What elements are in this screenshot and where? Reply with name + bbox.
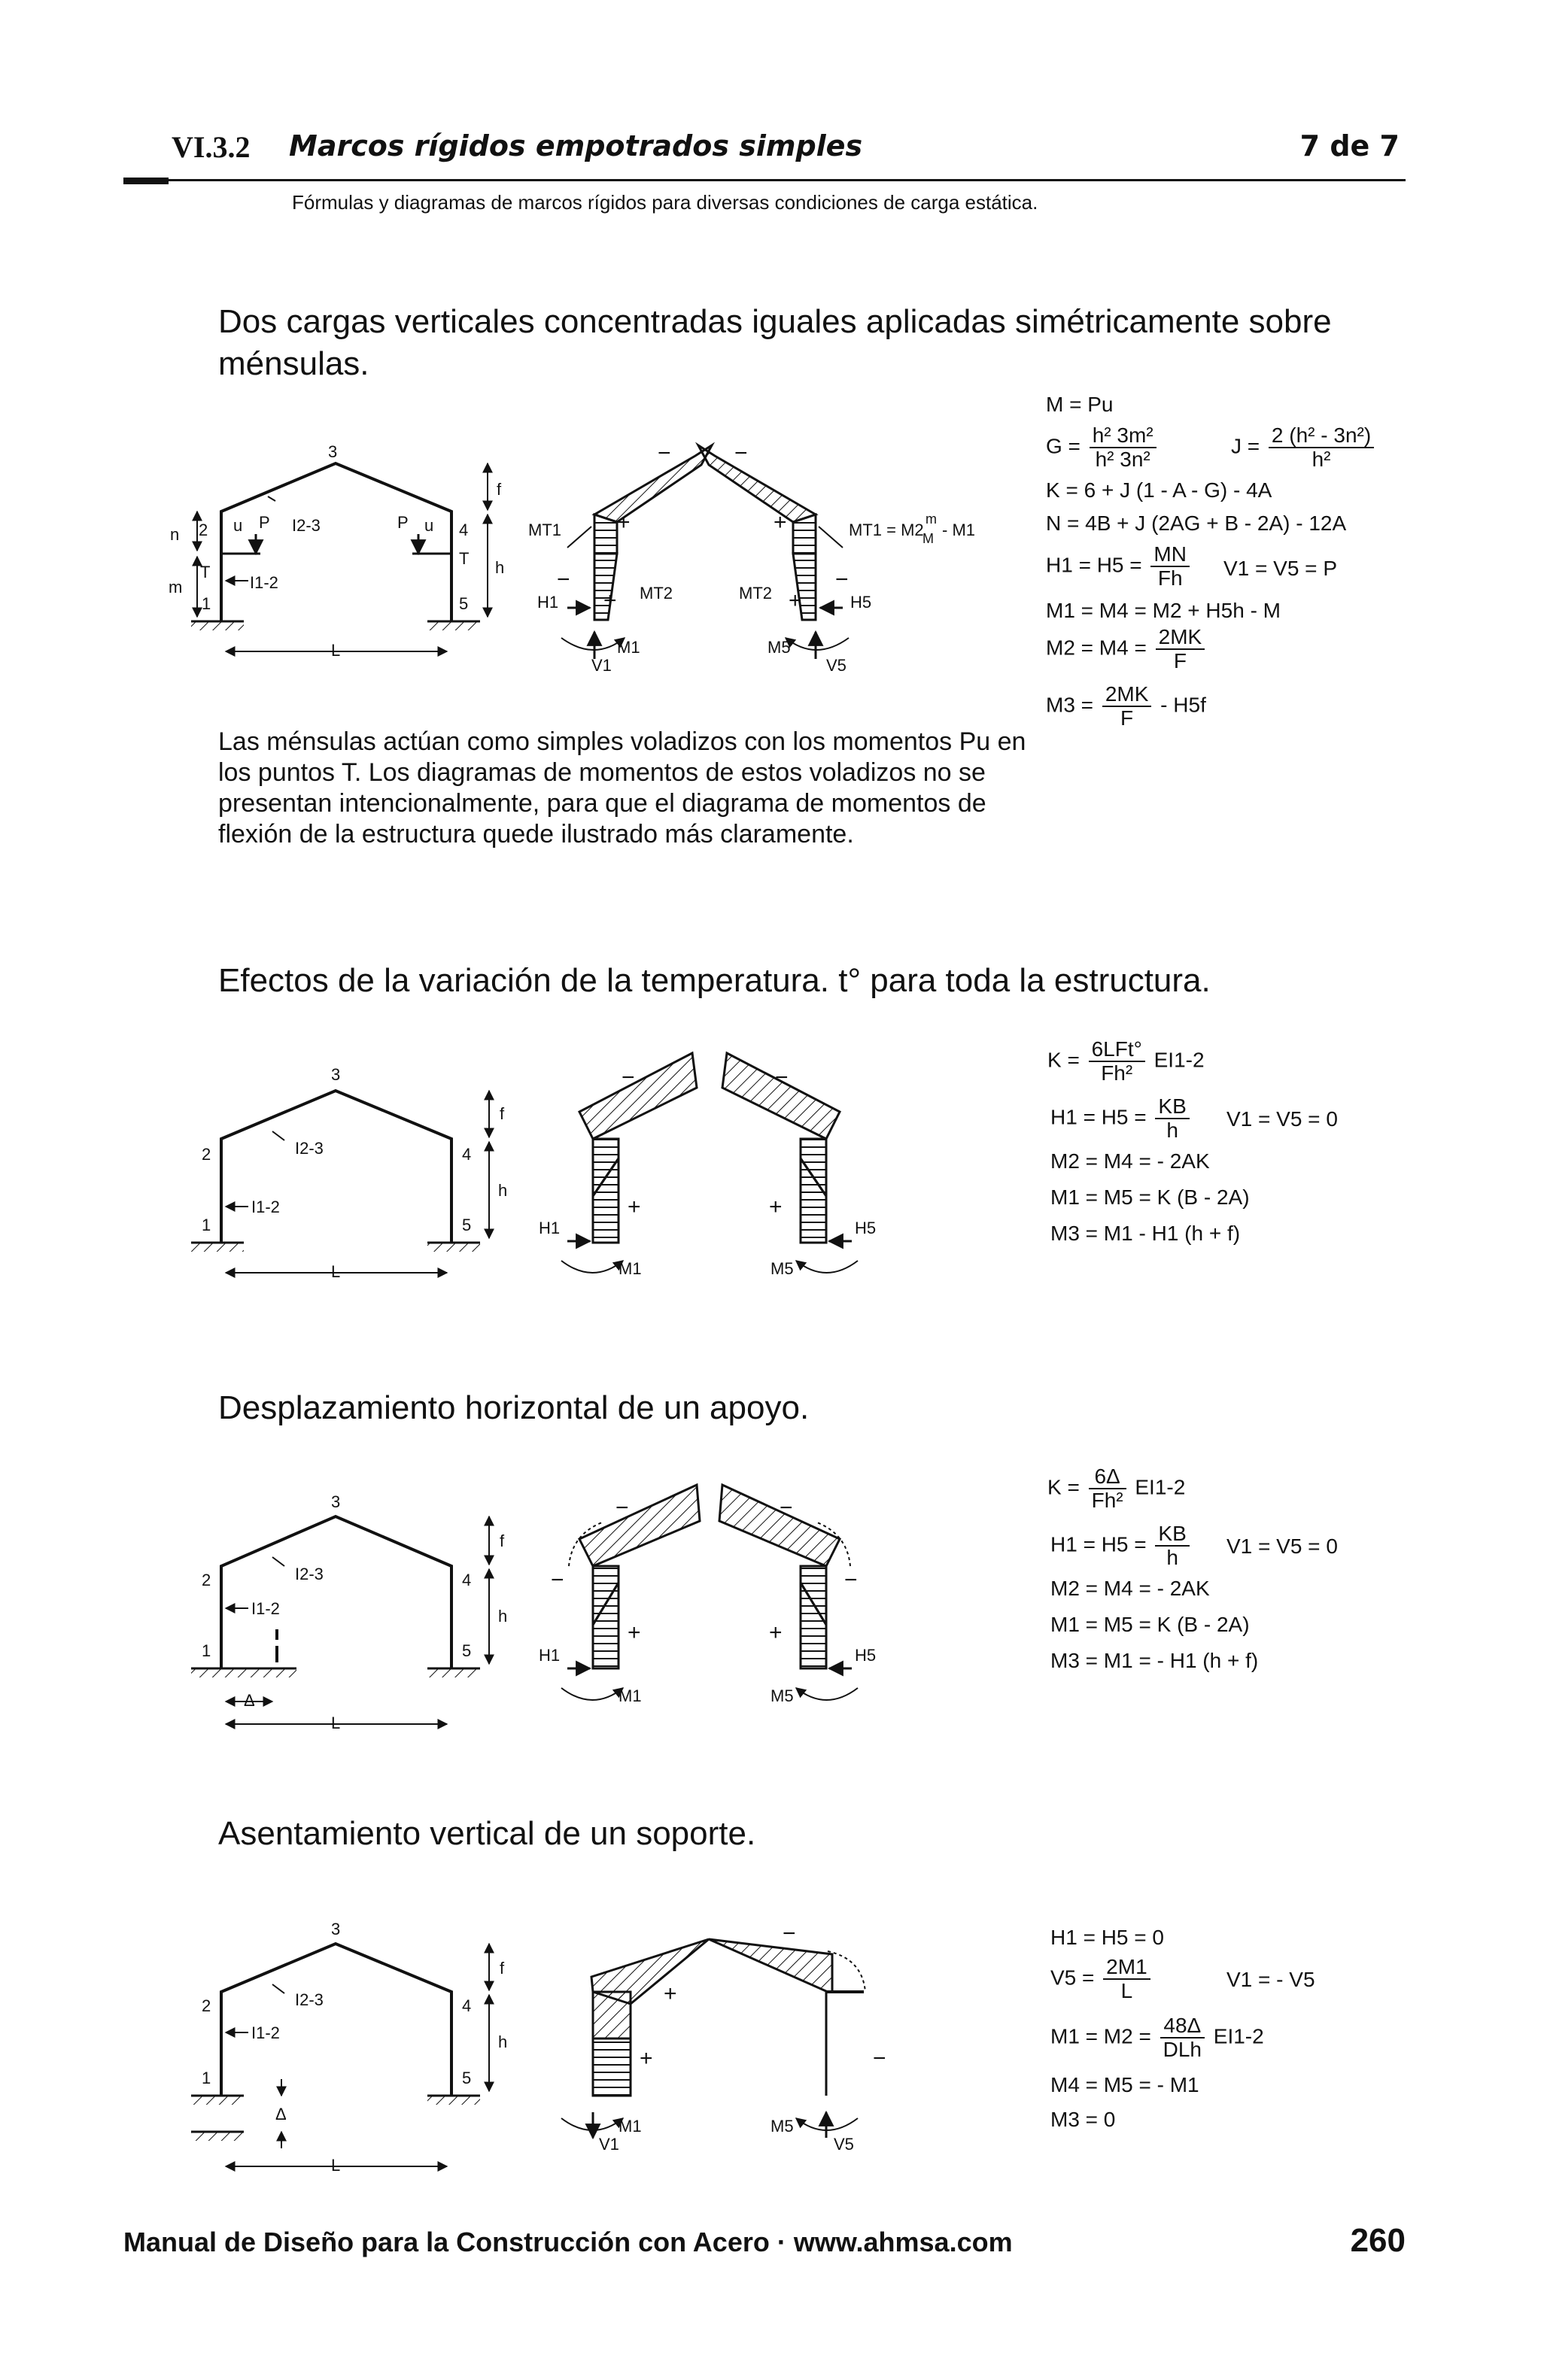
label-M1-s3: M1 [619, 1686, 642, 1705]
formula-s3-m1: M1 = M5 = K (B - 2A) [1050, 1613, 1250, 1636]
inertia-12-s3: I1-2 [251, 1599, 280, 1618]
formula-s3-k-frac [1089, 1465, 1126, 1512]
section-number: VI.3.2 [172, 130, 251, 164]
sign-plus-3a: + [628, 1620, 641, 1645]
formula-s1-g-num: h² 3m² [1090, 424, 1157, 448]
label-V1-s1: V1 [591, 656, 612, 675]
formula-s2-k-frac [1089, 1038, 1145, 1085]
formula-s3-k [1047, 1465, 1185, 1512]
sign-minus-1d: − [835, 567, 849, 592]
label-H5-s2: H5 [855, 1219, 877, 1237]
dim-u-left: u [233, 516, 243, 535]
sign-minus-1a: − [658, 441, 671, 466]
label-V5-s1: V5 [826, 656, 846, 675]
label-V5-s4: V5 [834, 2135, 854, 2154]
formula-s4-m1-lhs: M1 = M2 = [1050, 2024, 1151, 2048]
formula-s1-h [1046, 543, 1193, 590]
frame-2 [191, 1091, 489, 1273]
formula-s1-m3-frac [1102, 683, 1152, 730]
formula-s1-m3-num: 2MK [1102, 683, 1152, 707]
span-L-s2: L [331, 1262, 341, 1281]
label-MT1-eq: MT1 = M2 [849, 521, 924, 539]
formula-s3-h-den: h [1166, 1546, 1178, 1569]
dim-u-right: u [424, 516, 434, 535]
node-1-s2: 1 [202, 1216, 211, 1234]
formula-s3-v: V1 = V5 = 0 [1226, 1535, 1338, 1558]
formula-s4-v1: V1 = - V5 [1226, 1968, 1315, 1991]
label-M1-s1: M1 [617, 638, 640, 657]
dim-h-s3: h [498, 1607, 508, 1626]
inertia-23: I2-3 [292, 516, 321, 535]
label-minus-M1: - M1 [942, 521, 975, 539]
formula-s1-k: K = 6 + J (1 - A - G) - 4A [1046, 478, 1272, 502]
formula-s4-v5-num: 2M1 [1103, 1956, 1150, 1980]
formula-s3-m2: M2 = M4 = - 2AK [1050, 1577, 1210, 1600]
point-T-right: T [459, 549, 470, 568]
formula-s4-m1-num: 48Δ [1160, 2014, 1205, 2038]
sign-plus-2b: + [769, 1195, 783, 1219]
label-MT2-left: MT2 [640, 584, 673, 603]
sign-plus-4a: + [664, 1981, 677, 2006]
formula-s4-m1 [1050, 2014, 1264, 2061]
node-4-s4: 4 [462, 1996, 472, 2015]
label-V1-s4: V1 [599, 2135, 619, 2154]
formula-s1-m2-frac [1156, 626, 1205, 672]
frame-3 [191, 1516, 489, 1724]
formula-s4-m3: M3 = 0 [1050, 2108, 1116, 2131]
formula-s1-h-num: MN [1150, 543, 1190, 567]
sign-minus-4a: − [783, 1921, 796, 1946]
formula-s2-v: V1 = V5 = 0 [1226, 1107, 1338, 1131]
moment-diagram-4 [561, 1939, 865, 2138]
point-T-left: T [200, 563, 211, 581]
label-M5-s3: M5 [770, 1686, 794, 1705]
dim-f: f [497, 480, 502, 499]
label-H1-s1: H1 [537, 593, 559, 612]
node-2-s3: 2 [202, 1571, 211, 1589]
node-5-s2: 5 [462, 1216, 472, 1234]
formula-s1-j-frac [1269, 424, 1374, 471]
label-M5-s2: M5 [770, 1259, 794, 1278]
node-3: 3 [328, 442, 338, 461]
formula-s4-m1-frac [1160, 2014, 1205, 2061]
formula-s4-h: H1 = H5 = 0 [1050, 1926, 1164, 1949]
formula-s4-m1-tail: EI1-2 [1213, 2024, 1264, 2048]
formula-s1-j-den: h² [1312, 448, 1331, 471]
section-1-paragraph: Las ménsulas actúan como simples voladizos con los momentos Pu en los puntos T. Los diagramas de momentos de estos voladizos no se presentan intencionalmente, para que el diagrama de momentos de flexión de la estructura quede ilustrado más claramente. [218, 727, 1026, 848]
sign-plus-2a: + [628, 1195, 641, 1219]
span-L: L [331, 641, 341, 660]
formula-s2-k-den: Fh² [1101, 1061, 1133, 1085]
sign-minus-4b: − [873, 2046, 886, 2071]
dim-h-s2: h [498, 1181, 508, 1200]
sign-minus-3a: − [615, 1495, 629, 1520]
inertia-12-s4: I1-2 [251, 2023, 280, 2042]
section-1-title: Dos cargas verticales concentradas iguales aplicadas simétricamente sobre ménsulas. [218, 303, 1332, 382]
section-3-title: Desplazamiento horizontal de un apoyo. [218, 1389, 810, 1426]
node-3-s3: 3 [331, 1492, 341, 1511]
sign-minus-2b: − [775, 1065, 789, 1090]
node-2-s2: 2 [202, 1145, 211, 1164]
footer-page-number: 260 [1350, 2222, 1406, 2259]
page-subtitle: Fórmulas y diagramas de marcos rígidos para diversas condiciones de carga estática. [292, 191, 1038, 214]
label-MT1-left: MT1 [528, 521, 561, 539]
formula-s1-m2-num: 2MK [1156, 626, 1205, 650]
span-L-s3: L [331, 1714, 341, 1732]
formula-s1-m3 [1046, 683, 1206, 730]
label-M5-s4: M5 [770, 2117, 794, 2136]
sign-minus-3d: − [844, 1568, 858, 1592]
formula-s1-m1: M1 = M4 = M2 + H5h - M [1046, 599, 1281, 622]
formula-s4-v5-den: L [1120, 1979, 1133, 2002]
formula-s3-m3: M3 = M1 = - H1 (h + f) [1050, 1649, 1259, 1672]
formula-s3-h-frac [1155, 1522, 1189, 1569]
moment-diagram-1 [561, 445, 849, 659]
formula-s4-m4: M4 = M5 = - M1 [1050, 2073, 1199, 2096]
footer-publication: Manual de Diseño para la Construcción con Acero · www.ahmsa.com [123, 2227, 1013, 2257]
formula-s3-k-num: 6Δ [1089, 1465, 1126, 1489]
inertia-12-s2: I1-2 [251, 1198, 280, 1216]
formula-s2-k-num: 6LFt° [1089, 1038, 1145, 1062]
node-4-s2: 4 [462, 1145, 472, 1164]
formula-s2-k-lhs: K = [1047, 1048, 1080, 1072]
formula-s1-m3-tail: - H5f [1160, 693, 1206, 717]
label-MT2-right: MT2 [739, 584, 772, 603]
formula-s2-m2: M2 = M4 = - 2AK [1050, 1149, 1210, 1173]
formula-s1-m3-lhs: M3 = [1046, 693, 1094, 717]
formula-s2-h-num: KB [1155, 1095, 1189, 1119]
moment-diagram-2 [561, 1053, 858, 1273]
sign-plus-1c: + [603, 588, 617, 613]
formula-s1-m2-den: F [1173, 649, 1187, 672]
formula-s4-m1-den: DLh [1163, 2038, 1202, 2061]
sign-minus-1c: − [557, 567, 570, 592]
node-5: 5 [459, 594, 469, 613]
moment-diagram-3 [561, 1485, 858, 1700]
sign-minus-3c: − [551, 1568, 564, 1592]
formula-s1-j-num: 2 (h² - 3n²) [1269, 424, 1374, 448]
formula-s1-v: V1 = V5 = P [1223, 557, 1337, 580]
label-H1-s3: H1 [539, 1646, 561, 1665]
formula-s4-v5-lhs: V5 = [1050, 1966, 1095, 1990]
formula-s1-m: M = Pu [1046, 393, 1114, 416]
inertia-23-s2: I2-3 [295, 1139, 324, 1158]
section-2-title: Efectos de la variación de la temperatura. t° para toda la estructura. [218, 962, 1211, 999]
formula-s3-k-tail: EI1-2 [1135, 1475, 1186, 1499]
formula-s3-k-den: Fh² [1091, 1489, 1123, 1512]
node-3-s4: 3 [331, 1920, 341, 1938]
formula-s1-j [1231, 424, 1377, 471]
label-M1-s2: M1 [619, 1259, 642, 1278]
node-4-s3: 4 [462, 1571, 472, 1589]
formula-s1-g-den: h² 3n² [1095, 448, 1150, 471]
node-2-s4: 2 [202, 1996, 211, 2015]
formula-s1-h-lhs: H1 = H5 = [1046, 553, 1142, 577]
sign-plus-1d: + [789, 588, 802, 613]
sign-plus-1b: + [774, 510, 787, 535]
formula-s2-k-tail: EI1-2 [1153, 1048, 1205, 1072]
formula-s1-h-den: Fh [1157, 566, 1183, 590]
section-4-title: Asentamiento vertical de un soporte. [218, 1815, 756, 1852]
section-title: Marcos rígidos empotrados simples [289, 129, 863, 162]
formula-s2-m1: M1 = M5 = K (B - 2A) [1050, 1185, 1250, 1209]
dim-f-s2: f [500, 1104, 505, 1123]
frame-1 [191, 463, 488, 651]
formula-s1-m2-lhs: M2 = M4 = [1046, 636, 1147, 660]
load-P-left: P [259, 513, 270, 532]
formula-s1-h-frac [1150, 543, 1190, 590]
formula-s3-k-lhs: K = [1047, 1475, 1080, 1499]
label-M5-s1: M5 [767, 638, 791, 657]
span-L-s4: L [331, 2156, 341, 2175]
sign-plus-3b: + [769, 1620, 783, 1645]
formula-s2-h [1050, 1095, 1193, 1142]
label-m-num: m [926, 512, 937, 527]
node-3-s2: 3 [331, 1065, 341, 1084]
formula-s3-h-num: KB [1155, 1522, 1189, 1547]
formula-s1-j-lhs: J = [1231, 434, 1260, 458]
delta-s3: Δ [244, 1691, 255, 1710]
label-M-den: M [922, 531, 934, 546]
label-H5-s1: H5 [850, 593, 872, 612]
formula-s1-g-lhs: G = [1046, 434, 1081, 458]
sign-minus-3b: − [780, 1495, 793, 1520]
frame-4 [191, 1944, 489, 2166]
dim-h-s4: h [498, 2032, 508, 2051]
formula-s2-k [1047, 1038, 1205, 1085]
node-1-s3: 1 [202, 1641, 211, 1660]
node-5-s4: 5 [462, 2069, 472, 2087]
node-1-s4: 1 [202, 2069, 211, 2087]
formula-s2-h-frac [1155, 1095, 1189, 1142]
delta-s4: Δ [275, 2105, 287, 2123]
sign-plus-4b: + [640, 2046, 653, 2071]
formula-s1-m3-den: F [1120, 706, 1134, 730]
label-H1-s2: H1 [539, 1219, 561, 1237]
formula-s3-h [1050, 1522, 1193, 1569]
label-M1-s4: M1 [619, 2117, 642, 2136]
node-5-s3: 5 [462, 1641, 472, 1660]
sign-minus-2a: − [622, 1065, 635, 1090]
node-4: 4 [459, 521, 469, 539]
formula-s2-m3: M3 = M1 - H1 (h + f) [1050, 1222, 1241, 1245]
formula-s1-m2 [1046, 626, 1208, 672]
node-2: 2 [199, 521, 208, 539]
formula-s1-g [1046, 424, 1160, 471]
sign-plus-1a: + [617, 510, 631, 535]
load-P-right: P [397, 513, 409, 532]
formula-s4-v5-frac [1103, 1956, 1150, 2002]
formula-s2-h-lhs: H1 = H5 = [1050, 1105, 1147, 1129]
dim-f-s4: f [500, 1959, 505, 1978]
dim-m: m [169, 578, 183, 597]
formula-s1-n: N = 4B + J (2AG + B - 2A) - 12A [1046, 512, 1347, 535]
node-1: 1 [202, 594, 211, 613]
label-H5-s3: H5 [855, 1646, 877, 1665]
inertia-23-s4: I2-3 [295, 1990, 324, 2009]
formula-s4-v5 [1050, 1956, 1153, 2002]
formula-s3-h-lhs: H1 = H5 = [1050, 1532, 1147, 1556]
dim-f-s3: f [500, 1532, 505, 1550]
dim-h: h [495, 558, 505, 577]
dim-n: n [170, 525, 180, 544]
inertia-23-s3: I2-3 [295, 1565, 324, 1583]
page-of: 7 de 7 [1299, 129, 1400, 162]
formula-s2-h-den: h [1166, 1119, 1178, 1142]
inertia-12: I1-2 [250, 573, 278, 592]
formula-s1-g-frac [1090, 424, 1157, 471]
sign-minus-1b: − [734, 441, 748, 466]
